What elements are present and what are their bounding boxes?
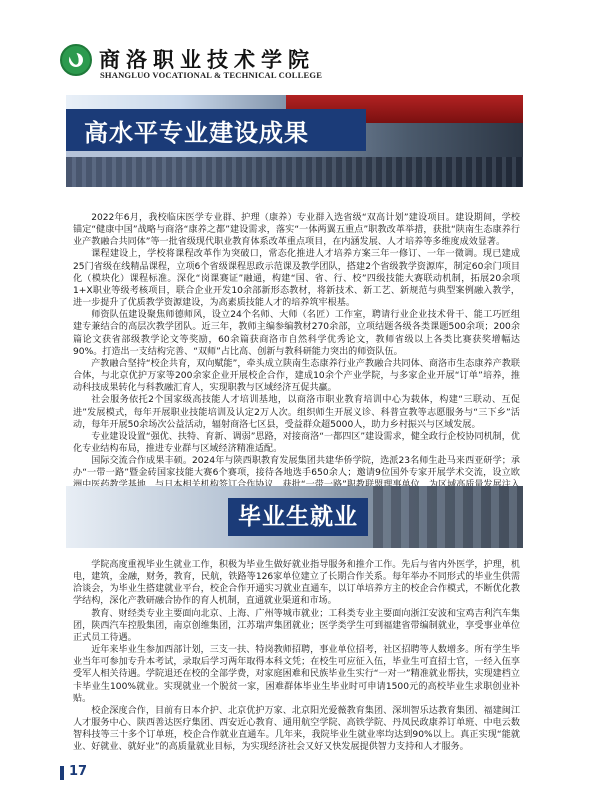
school-name-en: SHANGLUO VOCATIONAL & TECHNICAL COLLEGE <box>100 70 323 80</box>
paragraph: 师资队伍建设聚焦师德师风，设立24个名师、大师（名匠）工作室，聘请行业企业技术骨干、能工巧匠组建专兼结合的高层次教学团队。近三年，教师主编参编教材270余部，立项结题各级各类课题500余项；200余篇论文获省部级教学论文等奖励，60余篇获商洛市自然科学优秀论文，教师省级以上各类比赛获奖增幅达90%。打造出一支结构完善、“双师”占比高、创新与教科研能力突出的师资队伍。 <box>73 310 520 357</box>
section1-body <box>73 212 520 504</box>
school-name-cn: 商洛职业技术学院 <box>99 47 315 72</box>
section1-banner <box>66 95 523 187</box>
banner-graduates-image <box>373 486 523 548</box>
paragraph: 国际交流合作成果丰硕。2024年与陕西职教育发展集团共建华侨学院，选派23名师生赴马来西亚研学；承办“一带一路”暨金砖国家技能大赛6个赛项，接待各地选手650余人；邀请9位国外专家开展学术交流，设立欧 <box>73 456 520 479</box>
paragraph: 专业建设设置“强优、扶特、育新、调弱”思路，对接商洛“一都四区”建设需求，健全政行企校协同机制，优化专业结构布局，推进专业群与区域经济精准适配。 <box>73 431 520 454</box>
section2-title-band <box>228 498 368 536</box>
paragraph: 产教融合坚持“校企共育，双向赋能”，牵头成立陕南生态康养行业产教融合共同体、商洛市生态康养产教联合体，与北京优护万家等200余家企业开展校企合作，建成10余个产业学院，与多家企业开展“订单”培养，推动科技成果转化与科教融汇育人，实现职教与区域经济互促共赢。 <box>73 358 520 394</box>
paragraph: 近年来毕业生参加西部计划，三支一扶、特岗教师招聘，事业单位招考，社区招聘等人数增多。所有学生毕业当年可参加专升本考试，录取后学习两年取得本科文凭；在校生可应征入伍，毕业生可直招士官，一经入伍享受军人相关待遇。学院退还在校的全部学费，对家庭困难和民族毕业生实行“一对一”精准就业帮扶，实现建档立卡毕业生100%就业。实现就业一个脱贫一家，困难群体毕业生毕业时可申请1500元的高校毕业生求职创业补贴。 <box>73 645 520 704</box>
paragraph: 社会服务依托2个国家级高技能人才培训基地，以商洛市职业教育培训中心为载体，构建“三联动、互促进”发展模式，每年开展职业技能培训及认定2万人次。组织师生开展义诊、科普宣教等志愿服务与“三下乡”活动，每年开展50余场次公益活动，辐射商洛七区县，受益群众超5000人，助力乡村振兴与区域发展。 <box>73 395 520 430</box>
paragraph: 课程建设上，学校将课程改革作为突破口，常态化推进人才培养方案三年一修订、一年一微调。现已建成25门省级在线精品课程，立项6个省级课程思政示范课及教学团队，搭建2个省级教学资源库，制定60余门项目化（模块化）课程标准。深化“岗课赛证”融通，构建“国、省、行、校”四级技能大赛联动机制，拓展20余项1+X职业等级考核项目，联合企业开发10余部新形态教材，将新技术、新工艺、新规范与典型案例融入教学，进一步提升了优质教学资源建设，为高素质技能人才的培养筑牢根基。 <box>73 249 520 309</box>
paragraph: 学院高度重视毕业生就业工作，积极为毕业生做好就业指导服务和推介工作。先后与省内外医学，护理，机电，建筑，金融，财务，教育，民航，铁路等126家单位建立了长期合作关系。每年举办不同形式的毕业生供需洽谈会，为毕业生搭建就业平台，校企合作开通实习就业直通车，以订单培养方主的校企合作模式，不断优化教学结构，深化产教研融合协作的育人机制，直通就业渠道和市场。 <box>73 560 520 607</box>
paragraph: 校企深度合作，目前有日本介护、北京优护万家、北京阳光爱薇教育集团、深圳智乐达教育集团、福建闽江人才服务中心、陕西善达医疗集团、西安近心教育、通用航空学院、高铁学院、丹凤民政康养订单班、中电云数智科技等三十多个订单班，校企合作就业直通车。几年来，我院毕业生就业率均达到90%以上。真正实现“能就业、好就业、就好业”的高质量就业目标，为实现经济社会又好又快发展提供智力支持和人才服务。 <box>73 705 520 753</box>
section2-banner <box>66 486 523 548</box>
paragraph: 2022年6月，我校临床医学专业群、护理（康养）专业群入选省级“双高计划”建设项目。建设期间，学校锚定“健康中国”战略与商洛“康养之都”建设需求，落实“一体两翼五重点”职教改革举措，获批“陕南生态康养行业产教融合共同体”等一批省级现代职业教育体系改革重点项目，在内涵发展、人才培养等多维度成效显著。 <box>73 213 520 248</box>
section2-body <box>73 559 520 754</box>
section1-title: 高水平专业建设成果 <box>84 119 309 147</box>
banner-shade <box>66 151 366 187</box>
page-number: 17 <box>60 764 87 779</box>
paragraph: 教育、财经类专业主要面向北京、上海、广州等城市就业；工科类专业主要面向浙江安波和宝鸡吉利汽车集团，陕西汽车控股集团，南京创维集团，江苏瑞声集团就业；医学类学生可到福建省带编制就业，享受事业单位正式员工待遇。 <box>73 608 520 643</box>
section2-title: 毕业生就业 <box>238 504 358 530</box>
header <box>0 0 589 92</box>
